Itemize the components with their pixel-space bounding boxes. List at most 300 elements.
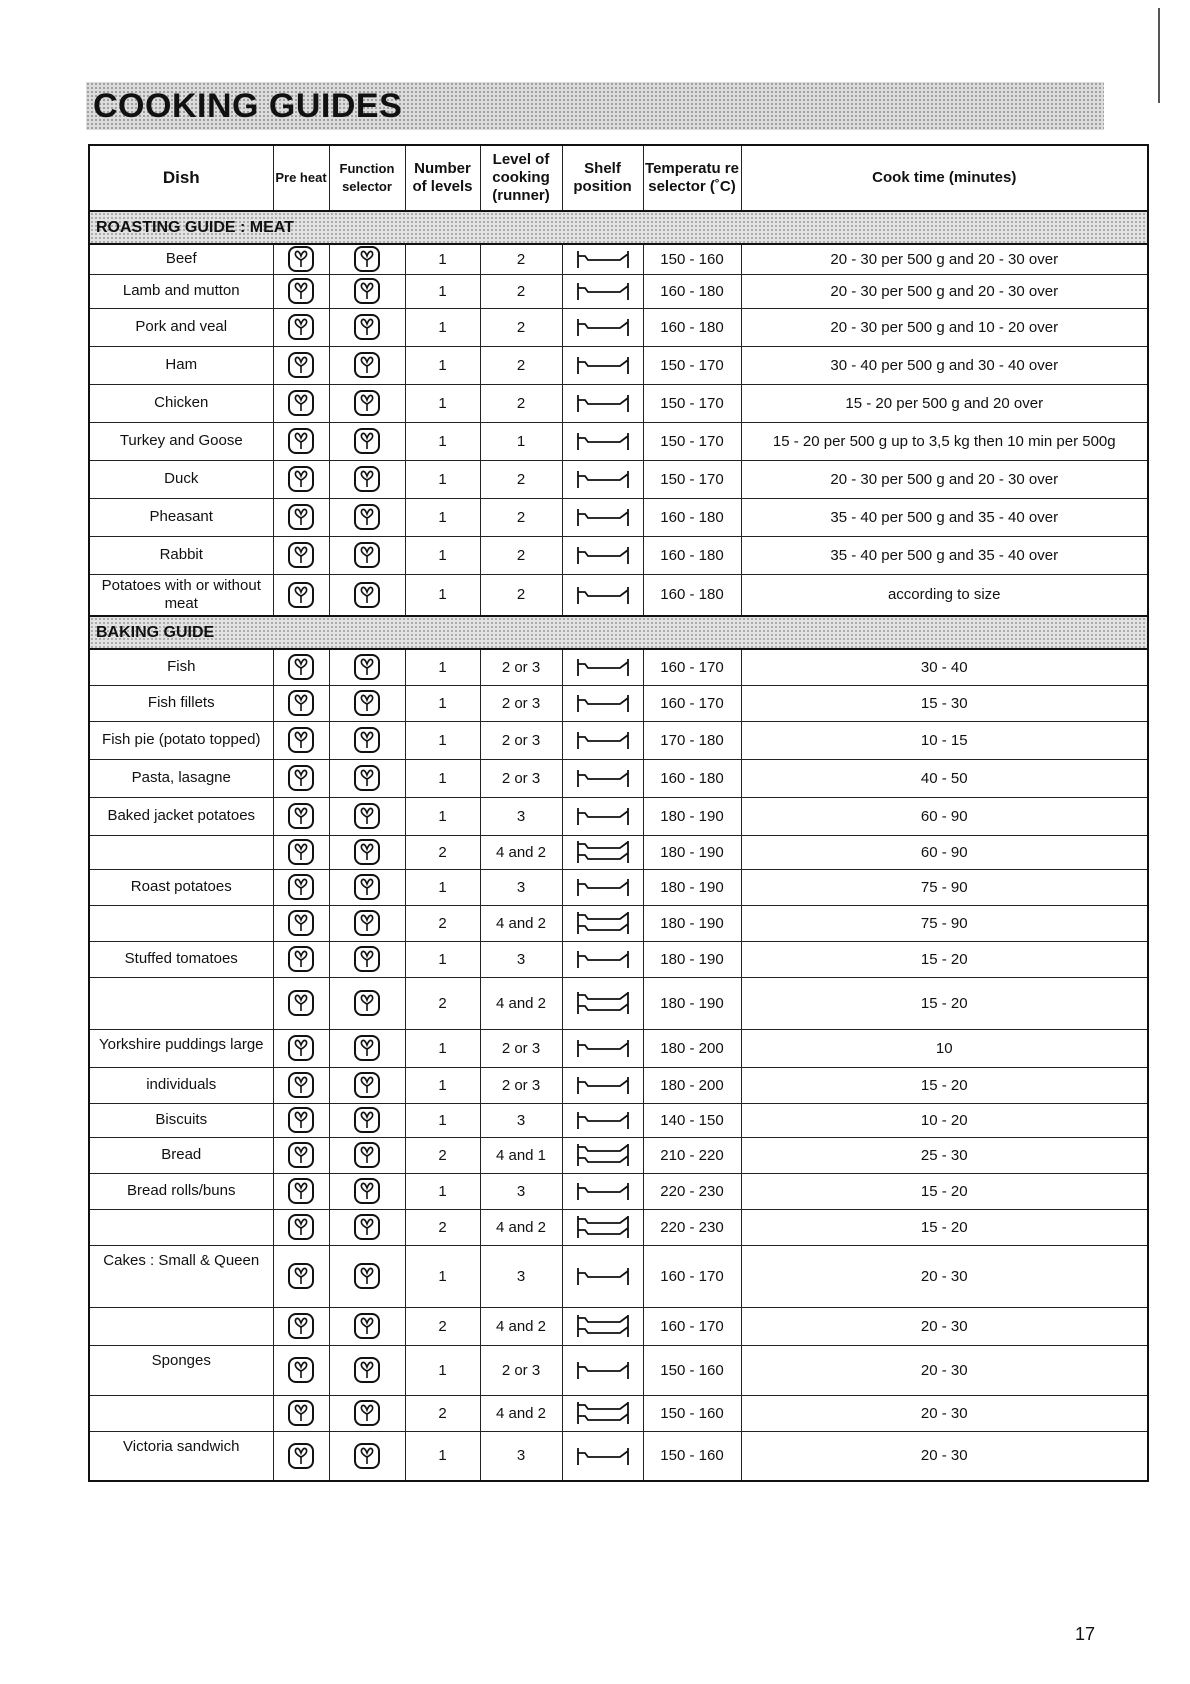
- single-shelf-icon: [572, 1107, 634, 1133]
- runner-cell: 2: [480, 308, 562, 346]
- preheat-cell: [273, 1029, 329, 1067]
- function-cell: [329, 977, 405, 1029]
- temperature-cell: 180 - 200: [643, 1029, 741, 1067]
- runner-cell: 2: [480, 574, 562, 616]
- fan-icon: [287, 465, 315, 493]
- preheat-cell: [273, 244, 329, 274]
- temperature-cell: 150 - 160: [643, 1431, 741, 1481]
- runner-cell: 2: [480, 346, 562, 384]
- temperature-cell: 170 - 180: [643, 721, 741, 759]
- dish-name: Pheasant: [89, 498, 273, 536]
- table-row: [89, 685, 1148, 721]
- shelf-cell: [562, 1245, 643, 1307]
- fan-icon: [353, 838, 381, 866]
- single-shelf-icon: [572, 504, 634, 530]
- shelf-cell: [562, 422, 643, 460]
- section-title: BAKING GUIDE: [89, 616, 1148, 649]
- preheat-cell: [273, 869, 329, 905]
- function-cell: [329, 274, 405, 308]
- shelf-cell: [562, 1067, 643, 1103]
- preheat-cell: [273, 460, 329, 498]
- levels-cell: 1: [405, 685, 480, 721]
- shelf-cell: [562, 498, 643, 536]
- runner-cell: 3: [480, 1173, 562, 1209]
- shelf-cell: [562, 1103, 643, 1137]
- shelf-cell: [562, 460, 643, 498]
- preheat-cell: [273, 759, 329, 797]
- fan-icon: [353, 1356, 381, 1384]
- shelf-cell: [562, 574, 643, 616]
- runner-cell: 3: [480, 1431, 562, 1481]
- dish-name: Biscuits: [89, 1103, 273, 1137]
- preheat-cell: [273, 835, 329, 869]
- fan-icon: [287, 1312, 315, 1340]
- shelf-cell: [562, 1209, 643, 1245]
- dish-name: [89, 835, 273, 869]
- single-shelf-icon: [572, 1263, 634, 1289]
- preheat-cell: [273, 574, 329, 616]
- table-row: [89, 1029, 1148, 1067]
- single-shelf-icon: [572, 690, 634, 716]
- shelf-cell: [562, 1173, 643, 1209]
- single-shelf-icon: [572, 1072, 634, 1098]
- fan-icon: [287, 351, 315, 379]
- levels-cell: 2: [405, 1137, 480, 1173]
- levels-cell: 1: [405, 1029, 480, 1067]
- table-row: [89, 1067, 1148, 1103]
- preheat-cell: [273, 1345, 329, 1395]
- runner-cell: 3: [480, 941, 562, 977]
- function-cell: [329, 835, 405, 869]
- fan-icon: [353, 1442, 381, 1470]
- temperature-cell: 180 - 190: [643, 941, 741, 977]
- function-cell: [329, 346, 405, 384]
- function-cell: [329, 1103, 405, 1137]
- dish-name: Potatoes with or without meat: [89, 574, 273, 616]
- cook-time-cell: 15 - 20: [741, 1173, 1148, 1209]
- temperature-cell: 150 - 170: [643, 346, 741, 384]
- function-cell: [329, 422, 405, 460]
- fan-icon: [287, 1213, 315, 1241]
- single-shelf-icon: [572, 1357, 634, 1383]
- temperature-cell: 160 - 180: [643, 536, 741, 574]
- fan-icon: [287, 389, 315, 417]
- table-row: [89, 721, 1148, 759]
- fan-icon: [353, 1262, 381, 1290]
- page-title: COOKING GUIDES: [93, 87, 403, 125]
- shelf-cell: [562, 721, 643, 759]
- dish-name: Sponges: [89, 1345, 273, 1395]
- fan-icon: [287, 653, 315, 681]
- fan-icon: [353, 389, 381, 417]
- table-row: [89, 649, 1148, 685]
- table-row: [89, 536, 1148, 574]
- temperature-cell: 160 - 180: [643, 574, 741, 616]
- runner-cell: 2 or 3: [480, 721, 562, 759]
- function-cell: [329, 649, 405, 685]
- shelf-cell: [562, 1137, 643, 1173]
- shelf-cell: [562, 1345, 643, 1395]
- shelf-cell: [562, 1307, 643, 1345]
- page-edge-line: [1158, 8, 1160, 103]
- table-row: [89, 1173, 1148, 1209]
- levels-cell: 1: [405, 1345, 480, 1395]
- runner-cell: 2 or 3: [480, 685, 562, 721]
- dish-name: Roast potatoes: [89, 869, 273, 905]
- fan-icon: [353, 989, 381, 1017]
- table-row: [89, 1245, 1148, 1307]
- preheat-cell: [273, 685, 329, 721]
- temperature-cell: 160 - 180: [643, 274, 741, 308]
- temperature-cell: 180 - 190: [643, 797, 741, 835]
- fan-icon: [353, 1213, 381, 1241]
- cook-time-cell: 20 - 30: [741, 1245, 1148, 1307]
- runner-cell: 4 and 2: [480, 1395, 562, 1431]
- header-dish: Dish: [89, 145, 273, 211]
- shelf-cell: [562, 274, 643, 308]
- double-shelf-icon: [572, 990, 634, 1016]
- cook-time-cell: 15 - 30: [741, 685, 1148, 721]
- runner-cell: 2: [480, 460, 562, 498]
- shelf-cell: [562, 1029, 643, 1067]
- cook-time-cell: 10 - 15: [741, 721, 1148, 759]
- fan-icon: [287, 503, 315, 531]
- levels-cell: 1: [405, 1067, 480, 1103]
- function-cell: [329, 1345, 405, 1395]
- cook-time-cell: 10: [741, 1029, 1148, 1067]
- levels-cell: 1: [405, 721, 480, 759]
- dish-name: Duck: [89, 460, 273, 498]
- function-cell: [329, 759, 405, 797]
- header-shelf: Shelf position: [562, 145, 643, 211]
- single-shelf-icon: [572, 582, 634, 608]
- levels-cell: 2: [405, 835, 480, 869]
- dish-name: Fish pie (potato topped): [89, 721, 273, 759]
- runner-cell: 2: [480, 384, 562, 422]
- function-cell: [329, 1209, 405, 1245]
- cook-time-cell: 75 - 90: [741, 905, 1148, 941]
- function-cell: [329, 1173, 405, 1209]
- function-cell: [329, 1395, 405, 1431]
- fan-icon: [287, 764, 315, 792]
- function-cell: [329, 384, 405, 422]
- dish-name: Ham: [89, 346, 273, 384]
- table-row: [89, 759, 1148, 797]
- levels-cell: 2: [405, 905, 480, 941]
- levels-cell: 2: [405, 1307, 480, 1345]
- fan-icon: [353, 277, 381, 305]
- cook-time-cell: 10 - 20: [741, 1103, 1148, 1137]
- fan-icon: [287, 1262, 315, 1290]
- single-shelf-icon: [572, 428, 634, 454]
- dish-name: Bread: [89, 1137, 273, 1173]
- temperature-cell: 160 - 170: [643, 649, 741, 685]
- temperature-cell: 180 - 190: [643, 869, 741, 905]
- fan-icon: [353, 945, 381, 973]
- single-shelf-icon: [572, 946, 634, 972]
- temperature-cell: 180 - 200: [643, 1067, 741, 1103]
- temperature-cell: 150 - 170: [643, 422, 741, 460]
- runner-cell: 3: [480, 1245, 562, 1307]
- table-row: [89, 308, 1148, 346]
- levels-cell: 1: [405, 797, 480, 835]
- levels-cell: 1: [405, 244, 480, 274]
- single-shelf-icon: [572, 278, 634, 304]
- function-cell: [329, 1029, 405, 1067]
- section-header-row: [89, 616, 1148, 649]
- function-cell: [329, 244, 405, 274]
- fan-icon: [353, 802, 381, 830]
- table-row: [89, 1209, 1148, 1245]
- levels-cell: 1: [405, 1245, 480, 1307]
- table-row: [89, 346, 1148, 384]
- dish-name: [89, 1307, 273, 1345]
- double-shelf-icon: [572, 1400, 634, 1426]
- runner-cell: 2 or 3: [480, 1067, 562, 1103]
- cook-time-cell: 30 - 40 per 500 g and 30 - 40 over: [741, 346, 1148, 384]
- cook-time-cell: 20 - 30: [741, 1431, 1148, 1481]
- cook-time-cell: according to size: [741, 574, 1148, 616]
- preheat-cell: [273, 1173, 329, 1209]
- runner-cell: 2 or 3: [480, 1029, 562, 1067]
- runner-cell: 2 or 3: [480, 1345, 562, 1395]
- function-cell: [329, 941, 405, 977]
- header-levels: Number of levels: [405, 145, 480, 211]
- fan-icon: [287, 989, 315, 1017]
- temperature-cell: 150 - 170: [643, 384, 741, 422]
- levels-cell: 1: [405, 574, 480, 616]
- shelf-cell: [562, 244, 643, 274]
- cook-time-cell: 30 - 40: [741, 649, 1148, 685]
- function-cell: [329, 308, 405, 346]
- fan-icon: [287, 802, 315, 830]
- temperature-cell: 220 - 230: [643, 1209, 741, 1245]
- shelf-cell: [562, 977, 643, 1029]
- dish-name: Baked jacket potatoes: [89, 797, 273, 835]
- header-preheat: Pre heat: [273, 145, 329, 211]
- fan-icon: [287, 427, 315, 455]
- shelf-cell: [562, 685, 643, 721]
- section-header-row: [89, 211, 1148, 244]
- temperature-cell: 160 - 170: [643, 685, 741, 721]
- fan-icon: [287, 1141, 315, 1169]
- runner-cell: 2 or 3: [480, 649, 562, 685]
- fan-icon: [353, 1106, 381, 1134]
- cook-time-cell: 20 - 30 per 500 g and 10 - 20 over: [741, 308, 1148, 346]
- temperature-cell: 180 - 190: [643, 905, 741, 941]
- preheat-cell: [273, 1067, 329, 1103]
- levels-cell: 2: [405, 977, 480, 1029]
- fan-icon: [353, 541, 381, 569]
- guide-body: [89, 211, 1148, 1481]
- preheat-cell: [273, 1209, 329, 1245]
- runner-cell: 1: [480, 422, 562, 460]
- levels-cell: 1: [405, 422, 480, 460]
- fan-icon: [287, 1399, 315, 1427]
- temperature-cell: 210 - 220: [643, 1137, 741, 1173]
- levels-cell: 1: [405, 536, 480, 574]
- dish-name: Bread rolls/buns: [89, 1173, 273, 1209]
- header-row: [89, 145, 1148, 211]
- shelf-cell: [562, 835, 643, 869]
- cook-time-cell: 20 - 30 per 500 g and 20 - 30 over: [741, 274, 1148, 308]
- runner-cell: 2: [480, 274, 562, 308]
- runner-cell: 4 and 2: [480, 835, 562, 869]
- single-shelf-icon: [572, 390, 634, 416]
- dish-name: individuals: [89, 1067, 273, 1103]
- shelf-cell: [562, 905, 643, 941]
- fan-icon: [353, 427, 381, 455]
- dish-name: Yorkshire puddings large: [89, 1029, 273, 1067]
- cook-time-cell: 15 - 20: [741, 1067, 1148, 1103]
- temperature-cell: 160 - 180: [643, 308, 741, 346]
- table-row: [89, 244, 1148, 274]
- cook-time-cell: 15 - 20: [741, 941, 1148, 977]
- levels-cell: 1: [405, 498, 480, 536]
- single-shelf-icon: [572, 654, 634, 680]
- fan-icon: [287, 277, 315, 305]
- shelf-cell: [562, 797, 643, 835]
- temperature-cell: 160 - 170: [643, 1245, 741, 1307]
- fan-icon: [287, 1034, 315, 1062]
- temperature-cell: 220 - 230: [643, 1173, 741, 1209]
- table-row: [89, 977, 1148, 1029]
- function-cell: [329, 1067, 405, 1103]
- table-row: [89, 1345, 1148, 1395]
- preheat-cell: [273, 308, 329, 346]
- runner-cell: 2: [480, 536, 562, 574]
- single-shelf-icon: [572, 727, 634, 753]
- shelf-cell: [562, 1395, 643, 1431]
- dish-name: Beef: [89, 244, 273, 274]
- fan-icon: [287, 945, 315, 973]
- preheat-cell: [273, 977, 329, 1029]
- function-cell: [329, 460, 405, 498]
- fan-icon: [287, 1177, 315, 1205]
- function-cell: [329, 905, 405, 941]
- temperature-cell: 180 - 190: [643, 977, 741, 1029]
- dish-name: Fish: [89, 649, 273, 685]
- levels-cell: 1: [405, 1103, 480, 1137]
- function-cell: [329, 1137, 405, 1173]
- cook-time-cell: 60 - 90: [741, 797, 1148, 835]
- fan-icon: [353, 1312, 381, 1340]
- shelf-cell: [562, 308, 643, 346]
- levels-cell: 1: [405, 460, 480, 498]
- double-shelf-icon: [572, 910, 634, 936]
- fan-icon: [287, 1071, 315, 1099]
- levels-cell: 1: [405, 308, 480, 346]
- levels-cell: 1: [405, 869, 480, 905]
- dish-name: [89, 977, 273, 1029]
- shelf-cell: [562, 536, 643, 574]
- fan-icon: [353, 909, 381, 937]
- fan-icon: [353, 1071, 381, 1099]
- table-row: [89, 384, 1148, 422]
- function-cell: [329, 1431, 405, 1481]
- dish-name: [89, 905, 273, 941]
- table-row: [89, 422, 1148, 460]
- runner-cell: 4 and 1: [480, 1137, 562, 1173]
- cook-time-cell: 20 - 30 per 500 g and 20 - 30 over: [741, 460, 1148, 498]
- dish-name: [89, 1395, 273, 1431]
- table-row: [89, 498, 1148, 536]
- single-shelf-icon: [572, 1443, 634, 1469]
- cook-time-cell: 20 - 30: [741, 1307, 1148, 1345]
- preheat-cell: [273, 422, 329, 460]
- double-shelf-icon: [572, 1142, 634, 1168]
- levels-cell: 1: [405, 649, 480, 685]
- levels-cell: 2: [405, 1209, 480, 1245]
- fan-icon: [353, 245, 381, 273]
- temperature-cell: 150 - 160: [643, 1345, 741, 1395]
- preheat-cell: [273, 536, 329, 574]
- fan-icon: [353, 653, 381, 681]
- shelf-cell: [562, 649, 643, 685]
- function-cell: [329, 536, 405, 574]
- preheat-cell: [273, 1307, 329, 1345]
- dish-name: [89, 1209, 273, 1245]
- temperature-cell: 150 - 160: [643, 1395, 741, 1431]
- dish-name: Lamb and mutton: [89, 274, 273, 308]
- function-cell: [329, 1307, 405, 1345]
- preheat-cell: [273, 721, 329, 759]
- table-row: [89, 941, 1148, 977]
- runner-cell: 4 and 2: [480, 1209, 562, 1245]
- table-row: [89, 1137, 1148, 1173]
- cooking-guide-table: [88, 144, 1149, 1482]
- table-row: [89, 1103, 1148, 1137]
- runner-cell: 3: [480, 869, 562, 905]
- fan-icon: [353, 581, 381, 609]
- preheat-cell: [273, 1103, 329, 1137]
- temperature-cell: 150 - 170: [643, 460, 741, 498]
- table-row: [89, 1307, 1148, 1345]
- preheat-cell: [273, 1245, 329, 1307]
- fan-icon: [353, 465, 381, 493]
- function-cell: [329, 869, 405, 905]
- fan-icon: [287, 1106, 315, 1134]
- preheat-cell: [273, 797, 329, 835]
- shelf-cell: [562, 869, 643, 905]
- function-cell: [329, 574, 405, 616]
- dish-name: Stuffed tomatoes: [89, 941, 273, 977]
- fan-icon: [287, 541, 315, 569]
- single-shelf-icon: [572, 246, 634, 272]
- temperature-cell: 160 - 170: [643, 1307, 741, 1345]
- fan-icon: [287, 245, 315, 273]
- table-row: [89, 460, 1148, 498]
- runner-cell: 2: [480, 244, 562, 274]
- levels-cell: 2: [405, 1395, 480, 1431]
- fan-icon: [353, 689, 381, 717]
- preheat-cell: [273, 274, 329, 308]
- dish-name: Fish fillets: [89, 685, 273, 721]
- dish-name: Cakes : Small & Queen: [89, 1245, 273, 1307]
- single-shelf-icon: [572, 803, 634, 829]
- cook-time-cell: 35 - 40 per 500 g and 35 - 40 over: [741, 498, 1148, 536]
- runner-cell: 3: [480, 797, 562, 835]
- runner-cell: 2: [480, 498, 562, 536]
- temperature-cell: 150 - 160: [643, 244, 741, 274]
- fan-icon: [353, 726, 381, 754]
- table-row: [89, 835, 1148, 869]
- single-shelf-icon: [572, 874, 634, 900]
- cook-time-cell: 75 - 90: [741, 869, 1148, 905]
- single-shelf-icon: [572, 314, 634, 340]
- levels-cell: 1: [405, 941, 480, 977]
- table-row: [89, 574, 1148, 616]
